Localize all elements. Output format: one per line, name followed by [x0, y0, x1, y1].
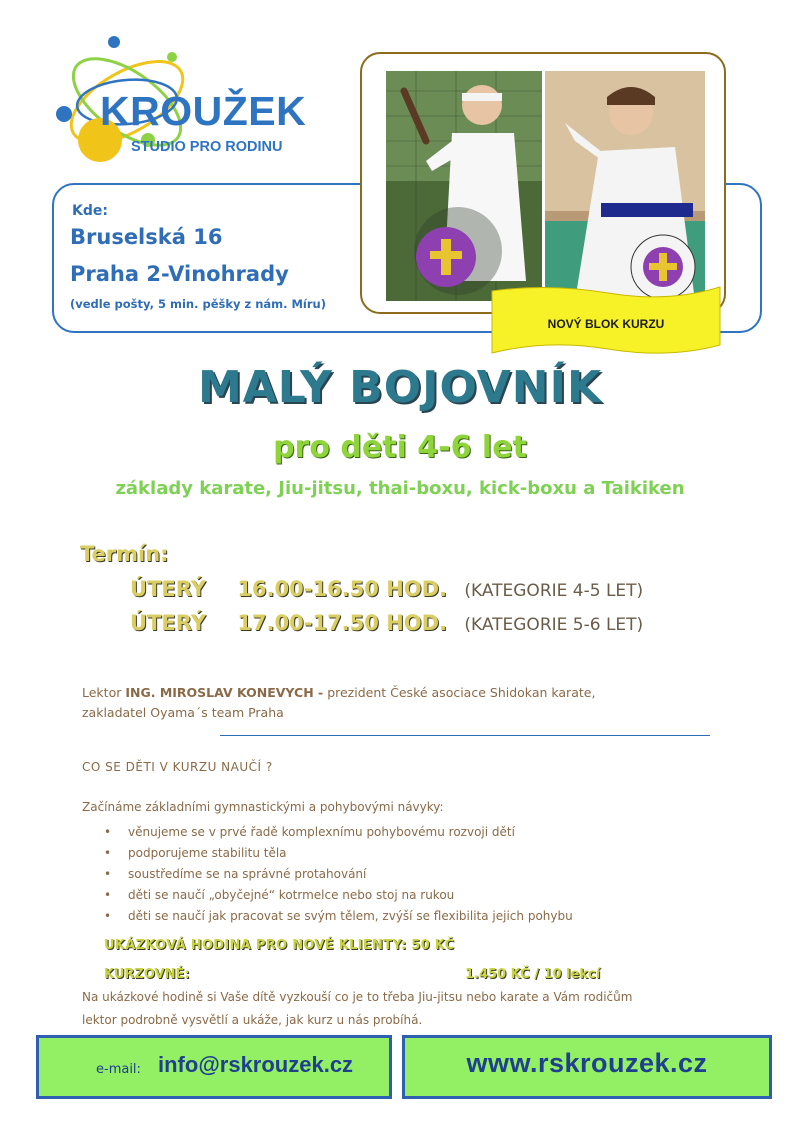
schedule-category: (KATEGORIE 4-5 LET)	[464, 581, 644, 601]
list-item: • soustředíme se na správné protahování	[104, 864, 573, 885]
schedule-day: ÚTERÝ	[130, 577, 206, 601]
logo-title: KROUŽEK	[100, 88, 307, 134]
learn-title: CO SE DĚTI V KURZU NAUČÍ ?	[82, 760, 273, 774]
address-note: (vedle pošty, 5 min. pěšky z nám. Míru)	[70, 297, 326, 311]
list-item: • děti se naučí jak pracovat se svým tělem, zvýší se flexibilita jejich pohybu	[104, 906, 573, 927]
banner-text: NOVÝ BLOK KURZU	[547, 317, 665, 331]
divider	[220, 735, 710, 736]
schedule-time: 16.00-16.50 HOD.	[237, 577, 448, 601]
karate-photo-left	[386, 71, 542, 301]
learn-list	[104, 822, 573, 927]
lector-name: ING. MIROSLAV KONEVYCH -	[125, 685, 324, 700]
email-link[interactable]: info@rskrouzek.cz	[158, 1052, 354, 1077]
email-label: e-mail:	[96, 1062, 141, 1077]
address-label: Kde:	[72, 203, 108, 219]
list-item: • děti se naučí „obyčejné“ kotrmelce nebo stoj na rukou	[104, 885, 573, 906]
address-street: Bruselská 16	[70, 225, 223, 249]
age-range: pro děti 4-6 let	[273, 430, 527, 465]
demo-lesson-price: UKÁZKOVÁ HODINA PRO NOVÉ KLIENTY: 50 KČ	[104, 938, 455, 953]
schedule-time: 17.00-17.50 HOD.	[237, 611, 448, 635]
list-item: • podporujeme stabilitu těla	[104, 843, 573, 864]
lector-line-2: zakladatel Oyama´s team Praha	[82, 705, 284, 720]
learn-intro: Začínáme základními gymnastickými a pohybovými návyky:	[82, 800, 444, 814]
course-fee-label: KURZOVNÉ:	[104, 967, 190, 982]
list-item: • věnujeme se v prvé řadě komplexnímu pohybovému rozvoji dětí	[104, 822, 573, 843]
schedule-category: (KATEGORIE 5-6 LET)	[464, 615, 644, 635]
lector-prefix: Lektor	[82, 685, 122, 700]
demo-note: Na ukázkové hodině si Vaše dítě vyzkouší co je to třeba Jiu-jitsu nebo karate a Vám rodičům	[82, 990, 633, 1004]
address-city: Praha 2-Vinohrady	[70, 262, 289, 286]
logo-subtitle: STUDIO PRO RODINU	[131, 139, 283, 155]
karate-photo-right	[545, 71, 705, 301]
course-fee-price: 1.450 KČ / 10 lekcí	[465, 967, 601, 982]
schedule-day: ÚTERÝ	[130, 611, 206, 635]
schedule-row	[130, 611, 643, 635]
course-title: MALÝ BOJOVNÍK	[197, 362, 603, 413]
sports-list: základy karate, Jiu-jitsu, thai-boxu, kick-boxu a Taikiken	[115, 478, 685, 499]
schedule-label: Termín:	[80, 542, 169, 566]
website-link[interactable]: www.rskrouzek.cz	[466, 1048, 708, 1078]
schedule-row	[130, 577, 643, 601]
demo-note-2: lektor podrobně vysvětlí a ukáže, jak kurz u nás probíhá.	[82, 1013, 423, 1027]
lector-description: prezident České asociace Shidokan karate,	[327, 685, 596, 700]
lector-line	[82, 685, 595, 700]
